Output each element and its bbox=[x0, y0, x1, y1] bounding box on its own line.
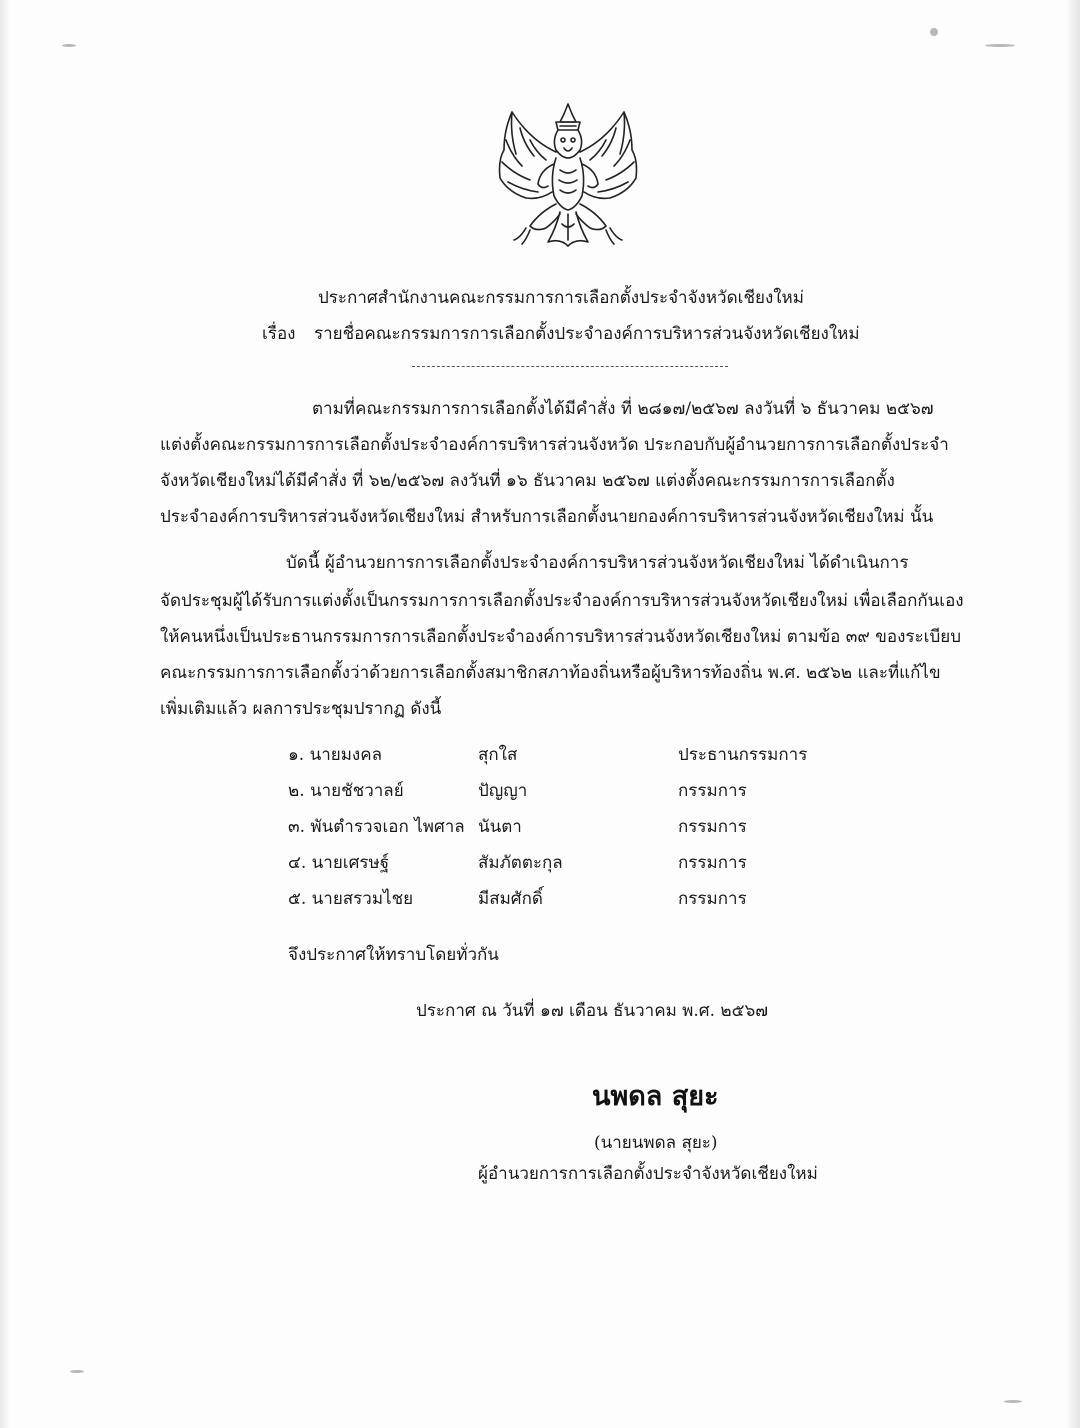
page-shadow-left bbox=[0, 0, 10, 1428]
paragraph-1-line-1: ตามที่คณะกรรมการการเลือกตั้งได้มีคำสั่ง ที่ ๒๘๑๗/๒๕๖๗ ลงวันที่ ๖ ธันวาคม ๒๕๖๗ bbox=[312, 399, 934, 419]
signatory-title: ผู้อำนวยการการเลือกตั้งประจำจังหวัดเชียงใหม่ bbox=[478, 1164, 818, 1184]
member-3-name: ๓. พันตำรวจเอก ไพศาล bbox=[288, 817, 465, 837]
paragraph-2-line-2: จัดประชุมผู้ได้รับการแต่งตั้งเป็นกรรมการการเลือกตั้งประจำองค์การบริหารส่วนจังหวัดเชียงใหม่ เพื่อเลือกกันเอง bbox=[160, 591, 964, 611]
member-2-role: กรรมการ bbox=[678, 781, 747, 801]
page-shadow-right bbox=[1066, 0, 1080, 1428]
member-1-surname: สุกใส bbox=[478, 745, 518, 765]
paragraph-1-line-2: แต่งตั้งคณะกรรมการการเลือกตั้งประจำองค์การบริหารส่วนจังหวัด ประกอบกับผู้อำนวยการการเลือกตั้งประจำ bbox=[160, 435, 949, 455]
scan-speck bbox=[70, 1370, 84, 1373]
subject-text: รายชื่อคณะกรรมการการเลือกตั้งประจำองค์การบริหารส่วนจังหวัดเชียงใหม่ bbox=[314, 324, 860, 344]
member-5-surname: มีสมศักดิ์ bbox=[478, 889, 543, 909]
member-5-role: กรรมการ bbox=[678, 889, 747, 909]
member-3-surname: นันตา bbox=[478, 817, 522, 837]
paragraph-2-line-3: ให้คนหนึ่งเป็นประธานกรรมการการเลือกตั้งประจำองค์การบริหารส่วนจังหวัดเชียงใหม่ ตามข้อ ๓๙ ของระเบียบ bbox=[160, 627, 962, 647]
scan-speck bbox=[1004, 1400, 1022, 1403]
signature: นพดล สุยะ bbox=[592, 1081, 719, 1112]
member-1-name: ๑. นายมงคล bbox=[288, 745, 383, 765]
member-4-name: ๔. นายเศรษฐ์ bbox=[288, 853, 390, 873]
announcement-subject-line bbox=[262, 323, 860, 345]
announcement-date: ประกาศ ณ วันที่ ๑๗ เดือน ธันวาคม พ.ศ. ๒๕๖๗ bbox=[416, 1001, 769, 1021]
subject-label: เรื่อง bbox=[262, 324, 296, 344]
member-4-surname: สัมภัตตะกุล bbox=[478, 853, 563, 873]
signatory-name: (นายนพดล สุยะ) bbox=[594, 1133, 718, 1153]
scan-speck bbox=[930, 28, 938, 36]
garuda-emblem-icon bbox=[490, 100, 646, 250]
paragraph-2-line-4: คณะกรรมการการเลือกตั้งว่าด้วยการเลือกตั้งสมาชิกสภาท้องถิ่นหรือผู้บริหารท้องถิ่น พ.ศ. ๒๕๖๒ และที่แก้ไข bbox=[160, 663, 941, 683]
paragraph-1-line-4: ประจำองค์การบริหารส่วนจังหวัดเชียงใหม่ สำหรับการเลือกตั้งนายกองค์การบริหารส่วนจังหวัดเชียงใหม่ นั้น bbox=[160, 507, 934, 527]
paragraph-2-line-5: เพิ่มเติมแล้ว ผลการประชุมปรากฏ ดังนี้ bbox=[160, 699, 442, 719]
title-divider bbox=[412, 366, 728, 367]
closing-statement: จึงประกาศให้ทราบโดยทั่วกัน bbox=[288, 945, 499, 965]
member-5-name: ๕. นายสรวมไชย bbox=[288, 889, 414, 909]
announcement-title: ประกาศสำนักงานคณะกรรมการการเลือกตั้งประจำจังหวัดเชียงใหม่ bbox=[318, 288, 804, 308]
member-1-role: ประธานกรรมการ bbox=[678, 745, 808, 765]
member-4-role: กรรมการ bbox=[678, 853, 747, 873]
scan-speck bbox=[62, 44, 76, 47]
member-3-role: กรรมการ bbox=[678, 817, 747, 837]
paragraph-2-line-1: บัดนี้ ผู้อำนวยการการเลือกตั้งประจำองค์การบริหารส่วนจังหวัดเชียงใหม่ ได้ดำเนินการ bbox=[286, 553, 909, 573]
paragraph-1-line-3: จังหวัดเชียงใหม่ได้มีคำสั่ง ที่ ๖๒/๒๕๖๗ ลงวันที่ ๑๖ ธันวาคม ๒๕๖๗ แต่งตั้งคณะกรรมการการเลือกตั้ง bbox=[160, 471, 895, 491]
member-2-surname: ปัญญา bbox=[478, 781, 528, 801]
scan-speck bbox=[985, 44, 1015, 47]
member-2-name: ๒. นายชัชวาลย์ bbox=[288, 781, 404, 801]
